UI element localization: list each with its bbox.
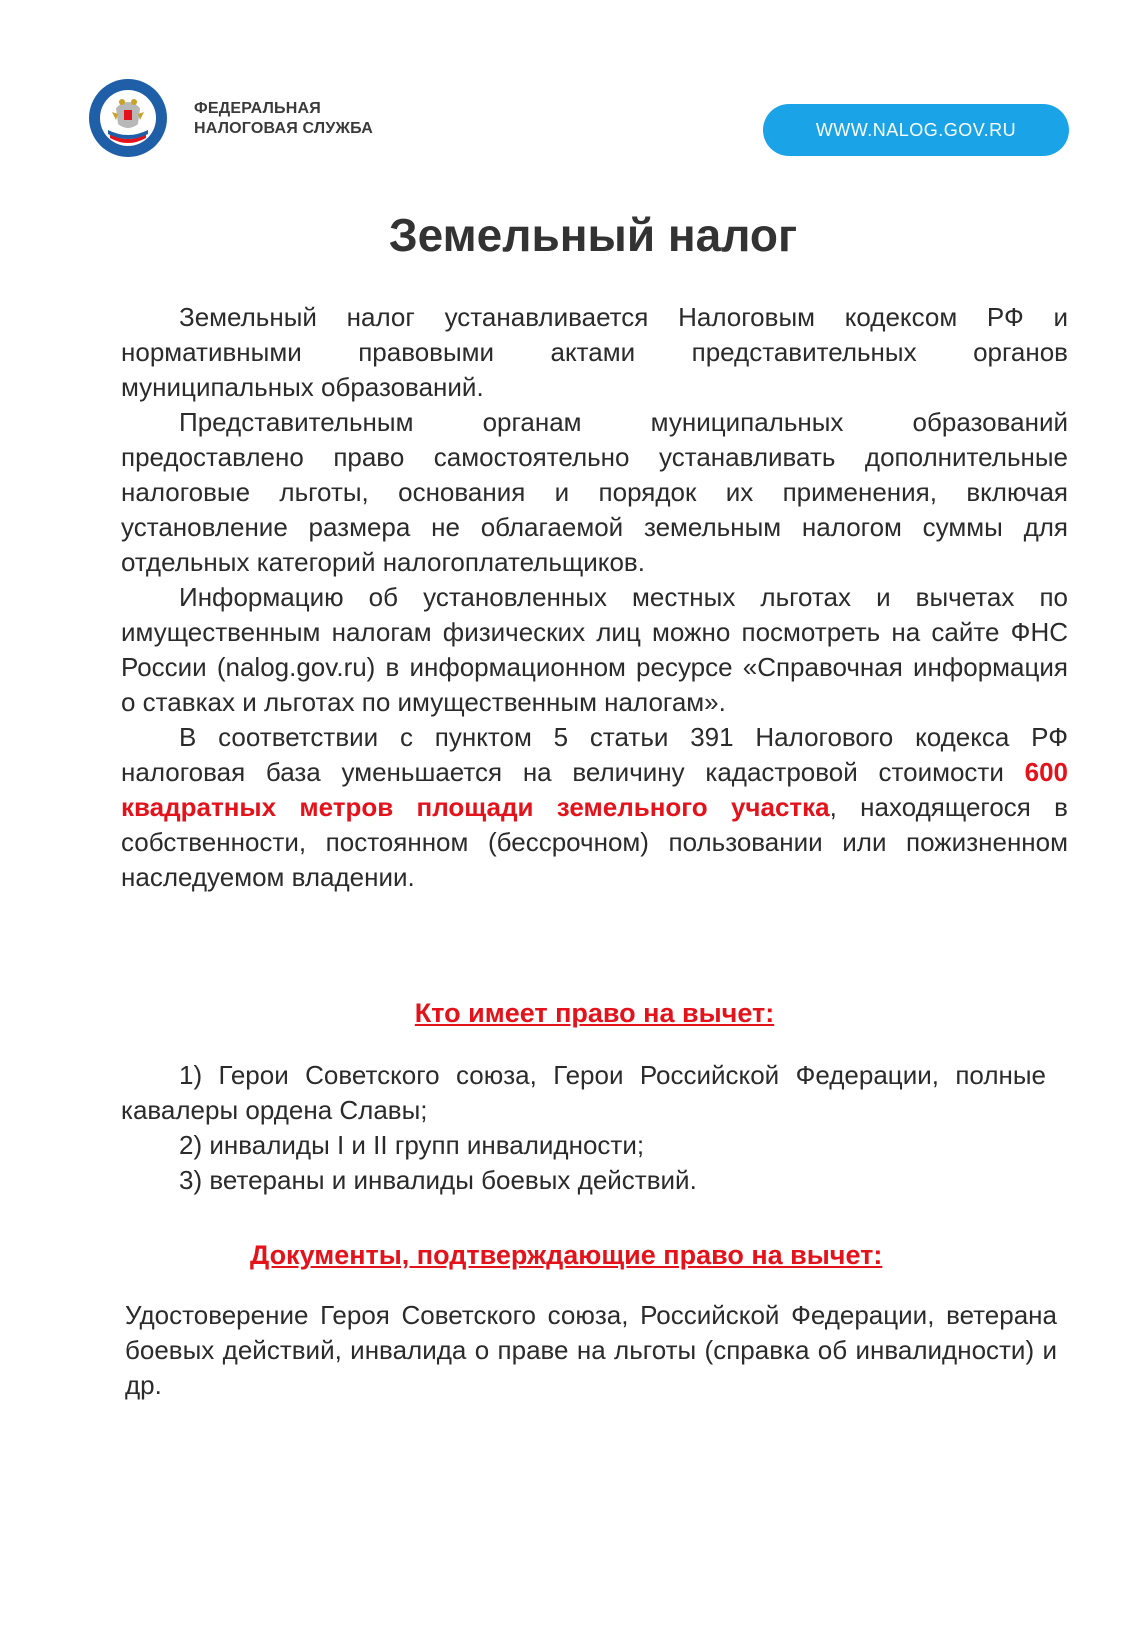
paragraph-4-start: В соответствии с пунктом 5 статьи 391 Налогового кодекса РФ налоговая база уменьшается на величину кадастровой стоимости [121, 722, 1068, 787]
list-item: 2) инвалиды I и II групп инвалидности; [179, 1130, 645, 1160]
org-name-line2: НАЛОГОВАЯ СЛУЖБА [194, 120, 373, 137]
org-name-line1: ФЕДЕРАЛЬНАЯ [194, 100, 321, 117]
organization-name [194, 99, 373, 139]
eligibility-heading: Кто имеет право на вычет: [414, 998, 775, 1028]
list-item: 1) Герои Советского союза, Герои Российской Федерации, полные кавалеры ордена Славы; [121, 1060, 1046, 1125]
website-link-button[interactable]: WWW.NALOG.GOV.RU [763, 104, 1069, 156]
fns-emblem-icon [88, 78, 168, 158]
intro-paragraph-3: Информацию об установленных местных льготах и вычетах по имущественным налогам физических лиц можно посмотреть на сайте ФНС России (nalog.gov.ru) в информационном ресурсе «Справочная информация о ставках и льготах по имущественным налогам». [121, 582, 1068, 717]
intro-paragraph-1: Земельный налог устанавливается Налоговым кодексом РФ и нормативными правовыми актами представительных органов муниципальных образований. [121, 302, 1068, 402]
documents-heading: Документы, подтверждающие право на вычет: [250, 1240, 883, 1270]
list-item: 3) ветераны и инвалиды боевых действий. [179, 1165, 697, 1195]
documents-text: Удостоверение Героя Советского союза, Российской Федерации, ветерана боевых действий, инвалида о праве на льготы (справка об инвалидности) и др. [125, 1300, 1057, 1400]
eligibility-list [121, 1058, 1046, 1198]
intro-paragraph-2: Представительным органам муниципальных образований предоставлено право самостоятельно устанавливать дополнительные налоговые льготы, основания и порядок их применения, включая установление размера не облагаемой земельным налогом суммы для отдельных категорий налогоплательщиков. [121, 407, 1068, 577]
deduction-area-highlight: 600 квадратных метров площади земельного участка [121, 757, 1068, 822]
page-title: Земельный налог [388, 209, 798, 261]
intro-section [121, 300, 1068, 895]
intro-paragraph-4 [121, 720, 1068, 895]
paragraph-4-end: , находящегося в собственности, постоянном (бессрочном) пользовании или пожизненном наследуемом владении. [121, 792, 1068, 892]
